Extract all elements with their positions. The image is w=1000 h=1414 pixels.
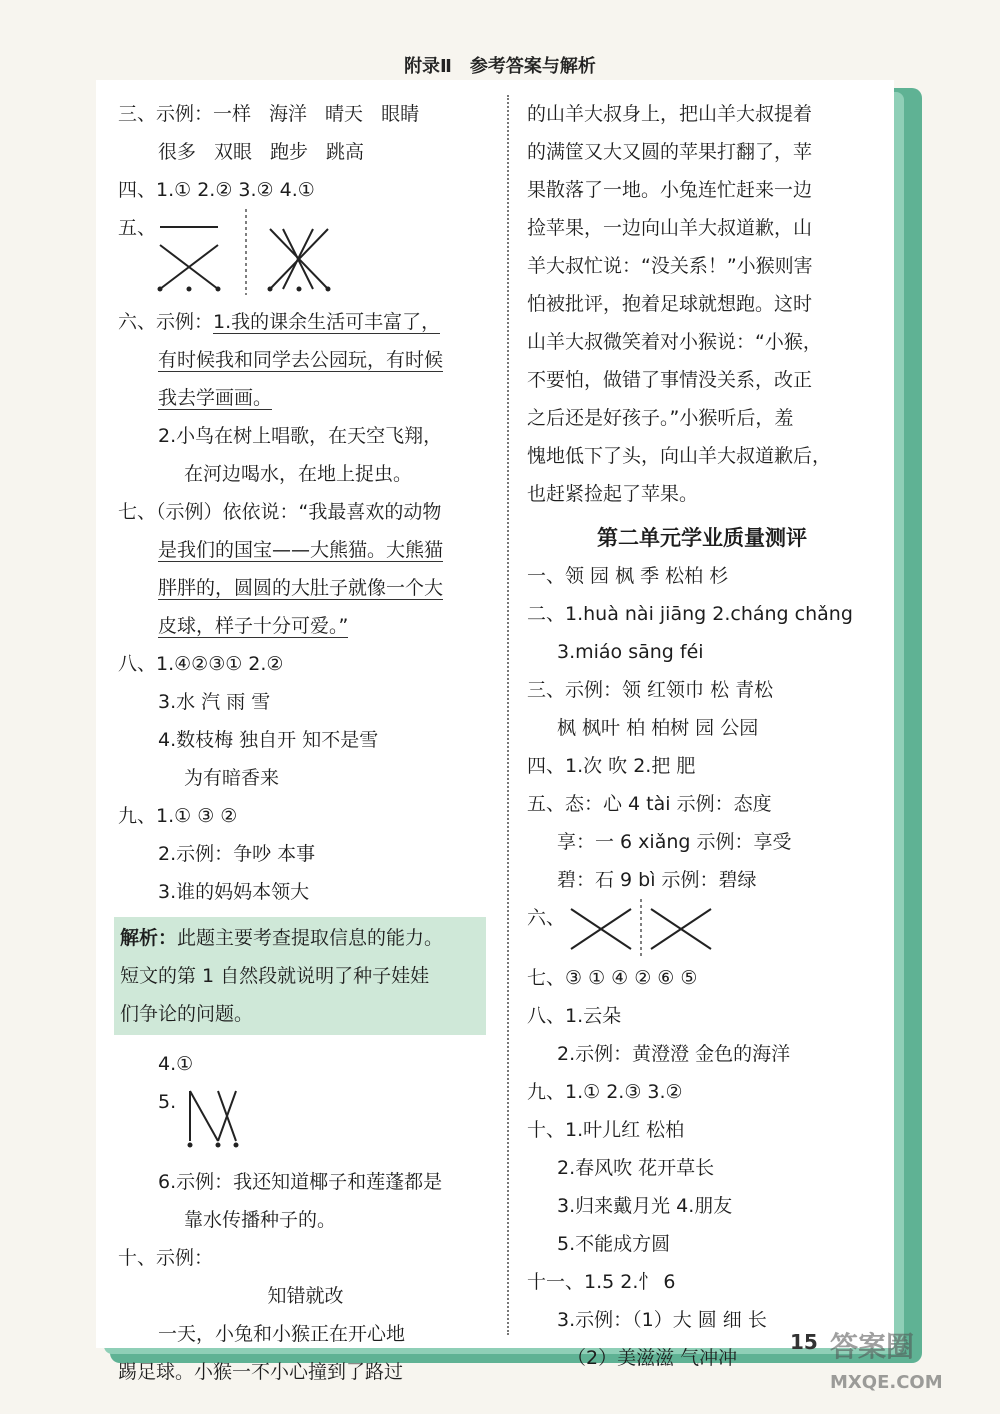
watermark-url: MXQE.COM (830, 1372, 943, 1393)
answer-ba-1: 八、1.④②③① 2.② (118, 653, 284, 675)
appendix-label: 附录Ⅱ (404, 56, 452, 77)
answer-qi-2: 是我们的国宝——大熊猫。大熊猫 (158, 539, 444, 561)
answer-jiu-4: 4.① (158, 1053, 194, 1075)
story-cont-9: 之后还是好孩子。”小猴听后，羞 (527, 407, 794, 429)
story-cont-2: 的满筐又大又圆的苹果打翻了，苹 (527, 141, 813, 163)
answer-ba-4: 为有暗香来 (184, 767, 280, 789)
unit2-item-8: 享：一 6 xiǎng 示例：享受 (557, 831, 792, 853)
left-column (118, 95, 493, 1391)
unit2-item-4: 三、示例：领 红领巾 松 青松 (527, 679, 774, 701)
matching-diagram-wu (118, 209, 478, 295)
unit2-item-7: 五、态：心 4 tài 示例：态度 (527, 793, 772, 815)
answer-jiu-2: 2.示例：争吵 本事 (158, 843, 316, 865)
answer-jiu-1: 九、1.① ③ ② (118, 805, 238, 827)
unit2-item-5: 枫 枫叶 柏 柏树 园 公园 (557, 717, 759, 739)
unit2-item-18: 5.不能成方圆 (557, 1233, 671, 1255)
story-cont-10: 愧地低下了头，向山羊大叔道歉后， (527, 445, 832, 467)
story-cont-4: 捡苹果，一边向山羊大叔道歉，山 (527, 217, 813, 239)
watermark-logo: 答案圈 (830, 1330, 915, 1363)
story-cont-11: 也赶紧捡起了苹果。 (527, 483, 699, 505)
unit2-item-17: 3.归来戴月光 4.朋友 (557, 1195, 733, 1217)
matching-diagram-unit2 (527, 899, 787, 959)
story-line-1: 一天，小兔和小猴正在开心地 (158, 1323, 406, 1345)
unit2-item-21: （2）美滋滋 气冲冲 (567, 1347, 738, 1369)
answer-ba-2: 3.水 汽 雨 雪 (158, 691, 271, 713)
matching-diagram-jiu (178, 1083, 338, 1163)
answer-shi: 十、示例： (118, 1247, 214, 1269)
answer-jiu-6a: 6.示例：我还知道椰子和莲蓬都是 (158, 1171, 443, 1193)
unit2-item-12: 八、1.云朵 (527, 1005, 622, 1027)
answer-san: 三、示例：一样 海洋 晴天 眼睛 (118, 103, 420, 125)
answer-qi-1: 七、（示例）依依说：“我最喜欢的动物 (118, 501, 442, 523)
story-line-2: 踢足球。小猴一不小心撞到了路过 (118, 1361, 404, 1383)
column-divider (507, 95, 509, 1335)
analysis-note: 解析：此题主要考查提取信息的能力。 短文的第 1 自然段就说明了种子娃娃 们争论的问题。 (114, 917, 486, 1035)
answer-qi-4: 皮球，样子十分可爱。” (158, 615, 349, 637)
answer-ba-3: 4.数枝梅 独自开 知不是雪 (158, 729, 379, 751)
unit2-item-9: 碧：石 9 bì 示例：碧绿 (557, 869, 757, 891)
story-cont-1: 的山羊大叔身上，把山羊大叔提着 (527, 103, 813, 125)
unit2-item-15: 十、1.叶儿红 松柏 (527, 1119, 685, 1141)
unit2-item-10: 六、 (527, 899, 877, 959)
page-number: 15 (790, 1330, 818, 1354)
page-header (0, 52, 1000, 78)
answer-liu-1: 六、示例：1.我的课余生活可丰富了， (118, 311, 441, 333)
unit2-item-3: 3.miáo sāng féi (557, 641, 704, 663)
answer-san-2: 很多 双眼 跑步 跳高 (158, 141, 365, 163)
answer-qi-3: 胖胖的，圆圆的大肚子就像一个大 (158, 577, 444, 599)
story-cont-3: 果散落了一地。小兔连忙赶来一边 (527, 179, 813, 201)
unit2-item-1: 一、领 园 枫 季 松柏 杉 (527, 565, 729, 587)
unit2-item-19: 十一、1.5 2.忄 6 (527, 1271, 676, 1293)
story-cont-6: 怕被批评，抱着足球就想跑。这时 (527, 293, 813, 315)
answer-si: 四、1.① 2.② 3.② 4.① (118, 179, 315, 201)
unit2-item-13: 2.示例：黄澄澄 金色的海洋 (557, 1043, 791, 1065)
answer-liu-2: 有时候我和同学去公园玩，有时候 (158, 349, 444, 371)
unit2-item-6: 四、1.次 吹 2.把 肥 (527, 755, 696, 777)
right-column (527, 95, 877, 1377)
answer-jiu-6b: 靠水传播种子的。 (184, 1209, 337, 1231)
answer-jiu-3: 3.谁的妈妈本领大 (158, 881, 310, 903)
story-title: 知错就改 (267, 1285, 344, 1307)
answer-liu-4: 2.小鸟在树上唱歌，在天空飞翔， (158, 425, 443, 447)
story-cont-8: 不要怕，做错了事情没关系，改正 (527, 369, 813, 391)
answer-liu-3: 我去学画画。 (158, 387, 273, 409)
story-cont-7: 山羊大叔微笑着对小猴说：“小猴， (527, 331, 822, 353)
unit2-item-20: 3.示例：（1）大 圆 细 长 (557, 1309, 767, 1331)
header-title: 参考答案与解析 (469, 56, 596, 77)
section-title: 第二单元学业质量测评 (597, 526, 807, 550)
unit2-item-11: 七、③ ① ④ ② ⑥ ⑤ (527, 967, 698, 989)
answer-wu: 五、 (118, 209, 493, 295)
unit2-item-16: 2.春风吹 花开草长 (557, 1157, 715, 1179)
unit2-item-2: 二、1.huà nài jiāng 2.cháng chǎng (527, 603, 853, 625)
story-cont-5: 羊大叔忙说：“没关系！”小猴则害 (527, 255, 813, 277)
answer-liu-5: 在河边喝水，在地上捉虫。 (184, 463, 413, 485)
unit2-item-14: 九、1.① 2.③ 3.② (527, 1081, 683, 1103)
answer-jiu-5: 5. (118, 1083, 493, 1163)
